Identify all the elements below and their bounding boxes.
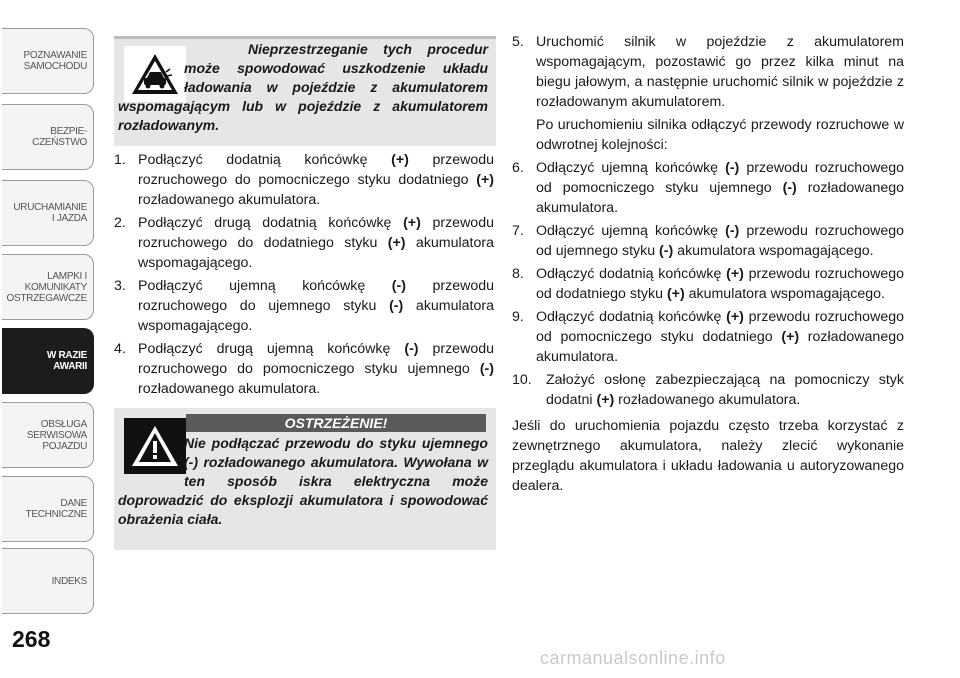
list-item: 10. Założyć osłonę zabezpieczającą na pomocniczy styk dodatni (+) rozładowanego akumulatora. <box>512 372 904 408</box>
caution-text: Nieprzestrzeganie tych procedur może spowodować uszkodzenie układu ładowania w pojeździe z akumulatorem wspomagającym lub w pojeździe z akumulatorem rozładowanym. <box>118 41 488 133</box>
list-item: 8. Odłączyć dodatnią końcówkę (+) przewodu rozruchowego od dodatniego styku (+) akumulatora wspomagającego. <box>512 266 904 302</box>
tab-dane-techniczne[interactable]: DANE TECHNICZNE <box>2 476 94 542</box>
caution-box <box>114 36 496 146</box>
tab-indeks[interactable]: INDEKS <box>2 548 94 614</box>
tab-w-razie-awarii[interactable]: W RAZIE AWARII <box>2 328 94 394</box>
tab-uruchamianie-i-jazda[interactable]: URUCHAMIANIE I JAZDA <box>2 180 94 246</box>
closing-paragraph: Jeśli do uruchomienia pojazdu często trzeba korzystać z zewnętrznego akumulatora, należy zlecić wykonanie przeglądu akumulatora i układu ładowania u autoryzowanego dealera. <box>512 418 904 494</box>
warning-title: OSTRZEŻENIE! <box>186 414 486 432</box>
list-item: 9. Odłączyć dodatnią końcówkę (+) przewodu rozruchowego od pomocniczego styku dodatniego (+) rozładowanego akumulatora. <box>512 309 904 365</box>
tab-poznawanie-samochodu[interactable]: POZNAWANIE SAMOCHODU <box>2 28 94 94</box>
connect-steps-list <box>114 150 494 402</box>
caution-rule <box>114 36 496 39</box>
watermark: carmanualsonline.info <box>540 648 726 668</box>
tab-bezpieczenstwo[interactable]: BEZPIE- CZEŃSTWO <box>2 104 94 170</box>
list-item: 7. Odłączyć ujemną końcówkę (-) przewodu rozruchowego od ujemnego styku (-) akumulatora wspomagającego. <box>512 223 904 259</box>
warning-text: Nie podłączać przewodu do styku ujemnego (-) rozładowanego akumulatora. Wywołana w ten sposób iskra elektryczna może doprowadzić do eksplozji akumulatora i spowodować obrażenia ciała. <box>118 435 488 527</box>
reverse-order-note: Po uruchomieniu silnika odłączyć przewody rozruchowe w odwrotnej kolejności: <box>536 117 904 153</box>
warning-text-spacer <box>118 434 184 482</box>
list-item: 6. Odłączyć ujemną końcówkę (-) przewodu rozruchowego od pomocniczego styku ujemnego (-) rozładowanego akumulatora. <box>512 160 905 216</box>
list-item: 5. Uruchomić silnik w pojeździe z akumulatorem wspomagającym, pozostawić go przez kilka minut na biegu jałowym, a następnie uruchomić silnik w pojeździe z rozładowanym akumulatorem. <box>512 34 904 110</box>
tab-lampki-i-komunikaty[interactable]: LAMPKI I KOMUNIKATY OSTRZEGAWCZE <box>2 254 94 320</box>
page-number: 268 <box>12 626 51 652</box>
list-item: 4. Podłączyć drugą ujemną końcówkę (-) przewodu rozruchowego do pomocniczego styku ujemnego (-) rozładowanego akumulatora. <box>114 341 494 397</box>
list-item: 1. Podłączyć dodatnią końcówkę (+) przewodu rozruchowego do pomocniczego styku dodatniego (+) rozładowanego akumulatora. <box>114 152 494 208</box>
caution-text-spacer <box>118 40 184 88</box>
list-item: 2. Podłączyć drugą dodatnią końcówkę (+) przewodu rozruchowego do dodatniego styku (+) akumulatora wspomagającego. <box>114 215 494 271</box>
list-item: 3. Podłączyć ujemną końcówkę (-) przewodu rozruchowego do ujemnego styku (-) akumulatora wspomagającego. <box>114 278 495 334</box>
warning-box <box>114 408 496 550</box>
tab-obsluga-serwisowa[interactable]: OBSŁUGA SERWISOWA POJAZDU <box>2 402 94 468</box>
disconnect-steps-list <box>512 32 904 496</box>
